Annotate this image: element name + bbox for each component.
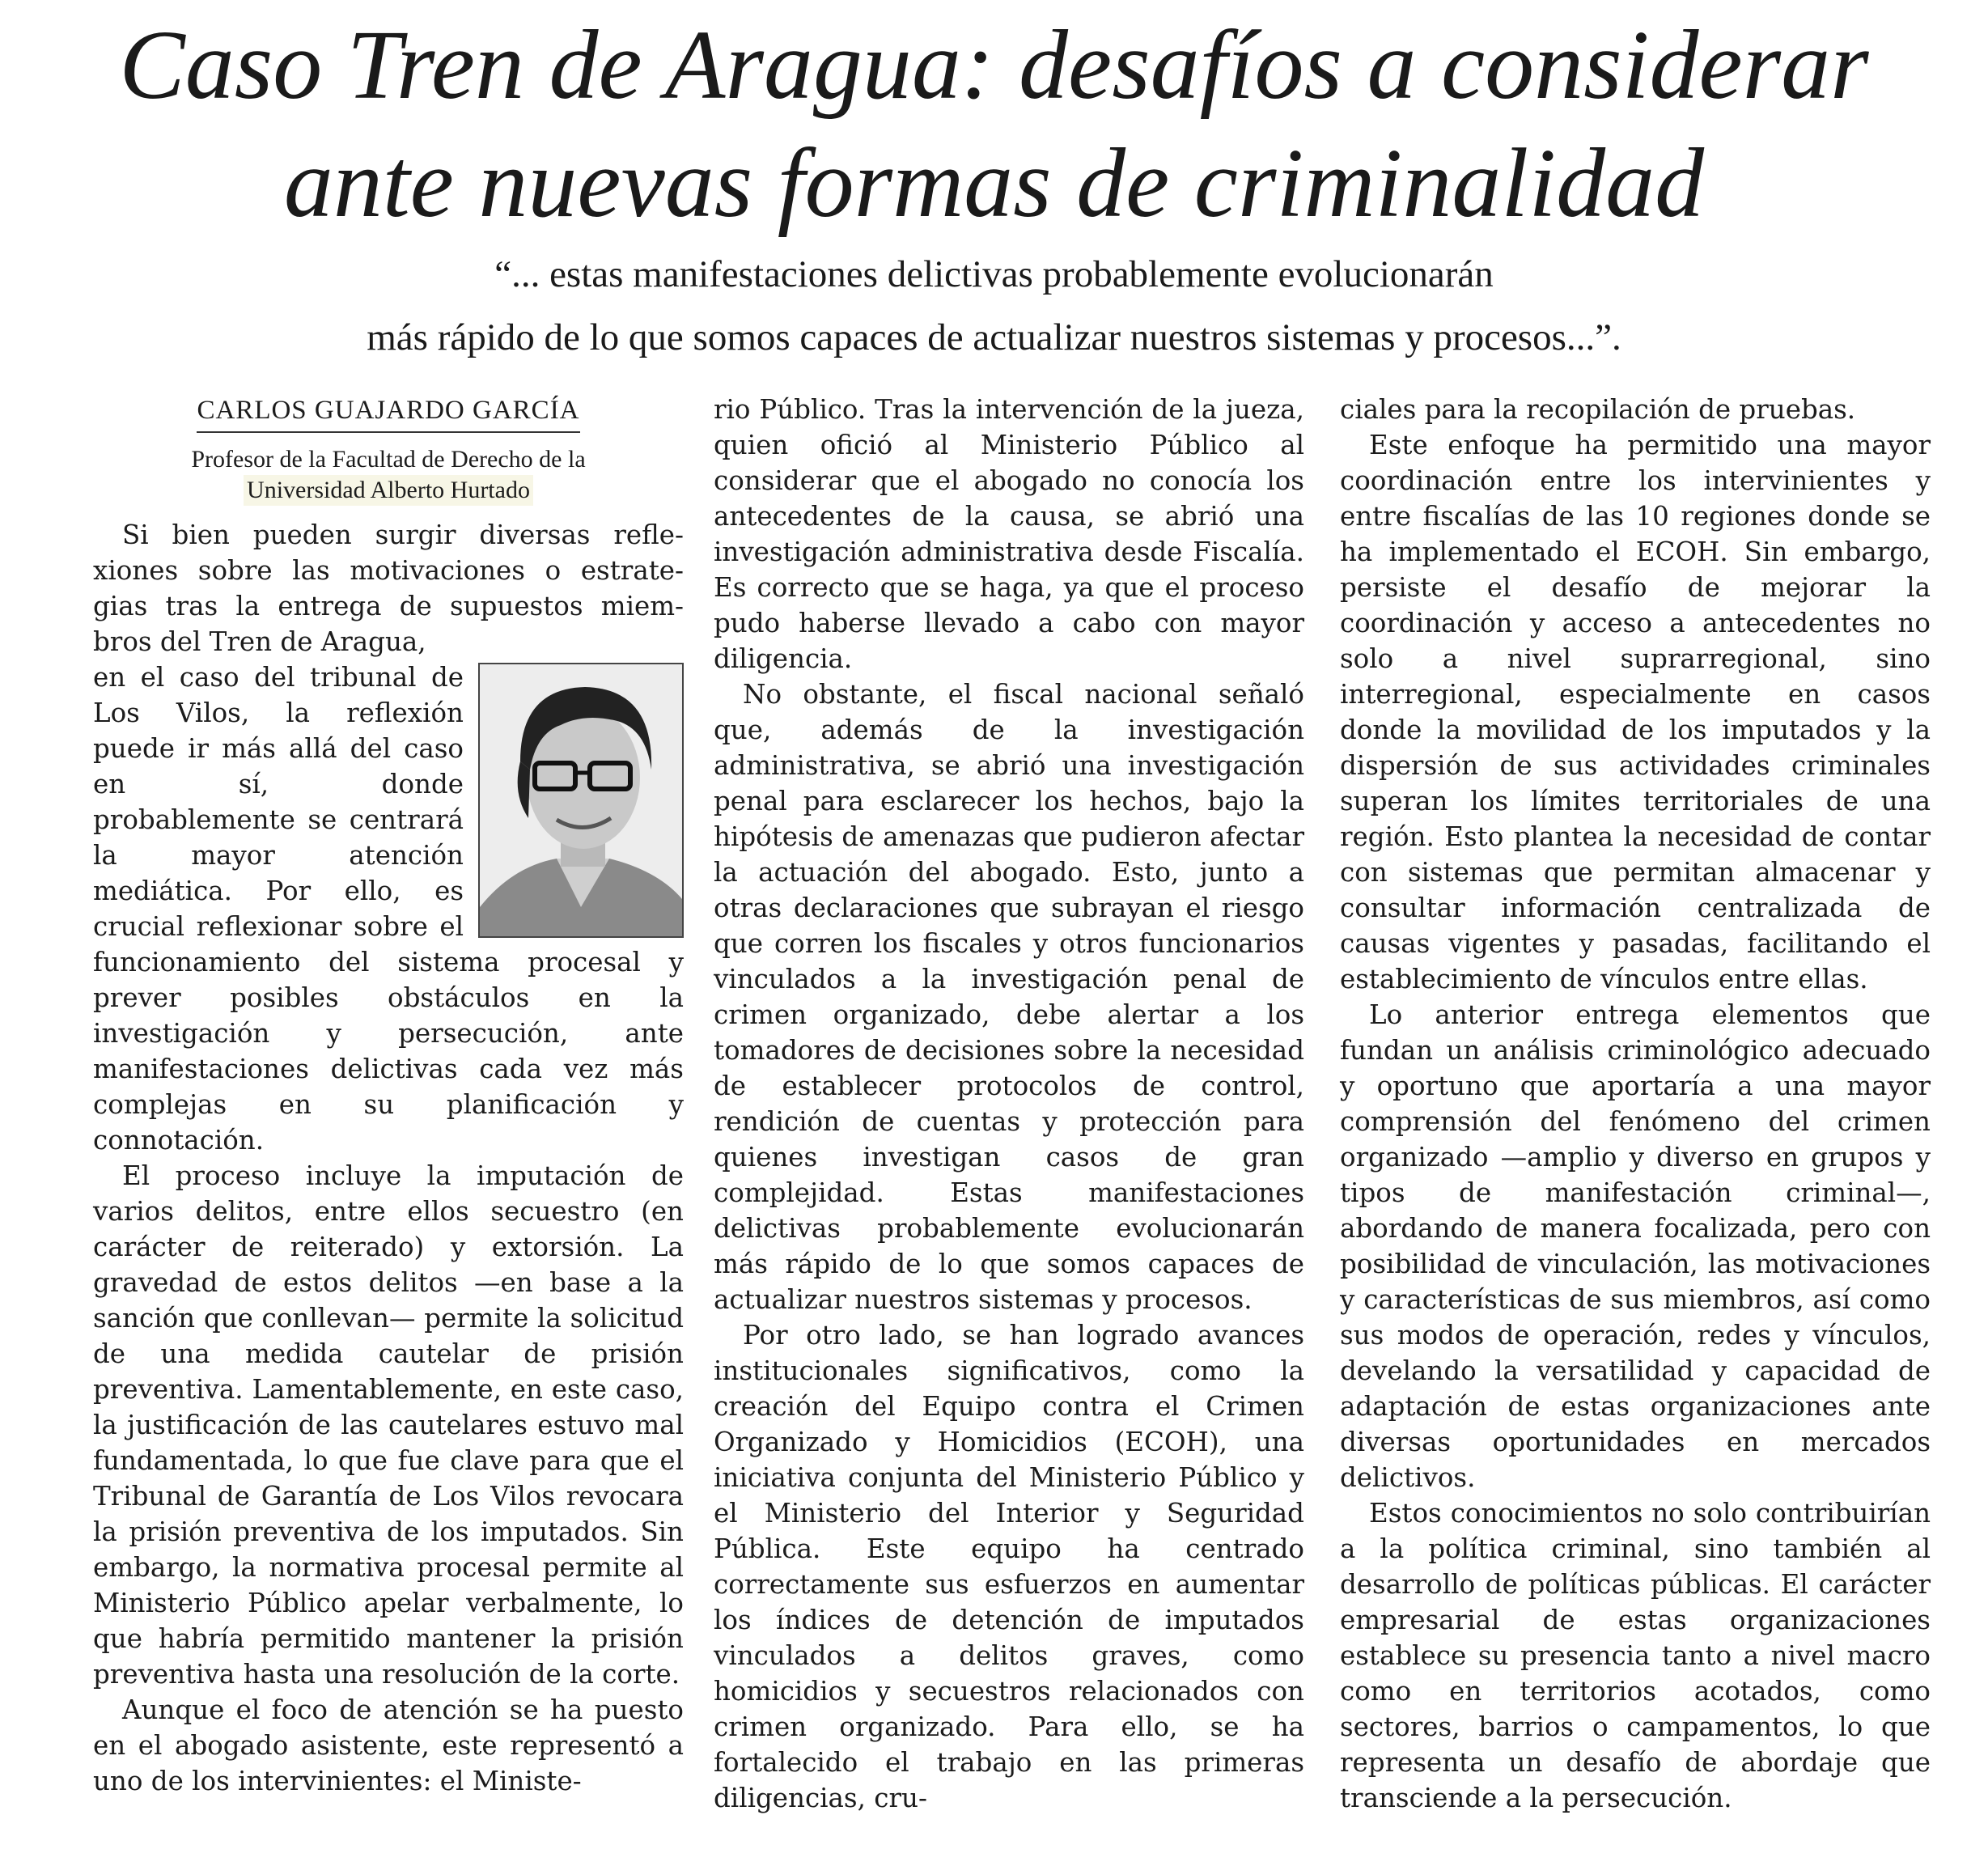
author-affiliation xyxy=(93,444,684,506)
author-portrait-image xyxy=(480,664,682,936)
affiliation-line-2: Universidad Alberto Hurtado xyxy=(244,475,533,506)
paragraph: en el caso del tribunal de Los Vilos, la reflexión puede ir más allá del caso en sí, donde probablemente se centrará la mayor atención mediática. Por ello, es crucial reflexionar sobre el funcionamiento del sistema procesal y prever posibles obstáculos en la investigación y persecución, ante manifestaciones delictivas cada vez más complejas en su planificación y connotación. xyxy=(93,662,684,1156)
paragraph: gias tras la entrega de supuestos miem- xyxy=(93,591,684,621)
author-photo xyxy=(478,663,684,938)
pull-quote-line-1: “... estas manifestaciones delictivas probablemente evolucionarán xyxy=(494,253,1494,295)
column-2 xyxy=(714,392,1304,1816)
paragraph: El proceso incluye la imputación de varios delitos, entre ellos secuestro (en carácter de reiterado) y extorsión. La gravedad de estos delitos —en base a la sanción que conllevan— permite la solicitud de una medida cautelar de prisión preventiva. Lamentablemente, en este caso, la justificación de las cautelares estuvo mal fundamentada, lo que fue clave para que el Tribunal de Garantía de Los Vilos revocara la prisión preventiva de los imputados. Sin embargo, la normativa procesal permite al Ministerio Público apelar verbalmente, lo que habría permitido mantener la prisión preventiva hasta una resolución de la corte. xyxy=(93,1160,684,1690)
paragraph: bros del Tren de Aragua, xyxy=(93,626,426,657)
headline xyxy=(49,6,1939,243)
paragraph: Por otro lado, se han logrado avances institucionales significativos, como la creación del Equipo contra el Crimen Organizado y Homicidios (ECOH), una iniciativa conjunta del Ministerio Público y el Ministerio del Interior y Seguridad Pública. Este equipo ha centrado correctamente sus esfuerzos en aumentar los índices de detención de imputados vinculados a delitos graves, como homicidios y secuestros relacionados con crimen organizado. Para ello, se ha fortalecido el trabajo en las primeras diligencias, cru- xyxy=(714,1320,1304,1813)
paragraph: ciales para la recopilación de pruebas. xyxy=(1340,394,1856,425)
paragraph: Estos conocimientos no solo contribuirían a la política criminal, sino también al desarrollo de políticas públicas. El carácter empresarial de estas organizaciones establece su presencia tanto a nivel macro como en territorios acotados, como sectores, barrios o campamentos, lo que representa un desafío de abordaje que transciende a la persecución. xyxy=(1340,1498,1931,1813)
paragraph: rio Público. Tras la intervención de la jueza, quien ofició al Ministerio Público al considerar que el abogado no conocía los antecedentes de la causa, se abrió una investigación administrativa desde Fiscalía. Es correcto que se haga, ya que el proceso pudo haberse llevado a cabo con mayor diligencia. xyxy=(714,394,1304,674)
column-1 xyxy=(93,392,684,1799)
byline xyxy=(93,392,684,506)
column-3 xyxy=(1340,392,1931,1816)
author-name: CARLOS GUAJARDO GARCÍA xyxy=(197,392,579,433)
paragraph: No obstante, el fiscal nacional señaló que, además de la investigación administrativa, se abrió una investigación penal para esclarecer los hechos, bajo la hipótesis de amenazas que pudieron afectar la actuación del abogado. Esto, junto a otras declaraciones que subrayan el riesgo que corren los fiscales y otros funcionarios vinculados a la investigación penal de crimen organizado, debe alertar a los tomadores de decisiones sobre la necesidad de establecer protocolos de control, rendición de cuentas y protección para quienes investigan casos de gran complejidad. Estas manifestaciones delictivas probablemente evolucionarán más rápido de lo que somos capaces de actualizar nuestros sistemas y procesos. xyxy=(714,679,1304,1315)
headline-line-1: Caso Tren de Aragua: desafíos a considerar xyxy=(119,11,1869,120)
paragraph: Lo anterior entrega elementos que fundan un análisis criminológico adecuado y oportuno que aportaría a una mayor comprensión del fenómeno del crimen organizado —amplio y diverso en grupos y tipos de manifestación criminal—, abordando de manera focalizada, pero con posibilidad de vinculación, las motivaciones y características de sus miembros, así como sus modos de operación, redes y vínculos, develando la versatilidad y capacidad de adaptación de estas organizaciones ante diversas oportunidades en mercados delictivos. xyxy=(1340,999,1931,1493)
pull-quote-line-2: más rápido de lo que somos capaces de actualizar nuestros sistemas y procesos...”. xyxy=(367,316,1621,358)
affiliation-line-1: Profesor de la Facultad de Derecho de la xyxy=(191,446,586,473)
paragraph: Este enfoque ha permitido una mayor coordinación entre los intervinientes y entre fiscalías de las 10 regiones donde se ha implementado el ECOH. Sin embargo, persiste el desafío de mejorar la coordinación y acceso a antecedentes no solo a nivel suprarregional, sino interregional, especialmente en casos donde la movilidad de los imputados y la dispersión de sus actividades criminales superan los límites territoriales de una región. Esto plantea la necesidad de contar con sistemas que permitan almacenar y consultar información centralizada de causas vigentes y pasadas, facilitando el establecimiento de vínculos entre ellas. xyxy=(1340,430,1931,994)
pull-quote xyxy=(162,243,1826,369)
headline-line-2: ante nuevas formas de criminalidad xyxy=(283,129,1705,238)
paragraph: Si bien pueden surgir diversas refle- xyxy=(122,520,684,550)
paragraph: Aunque el foco de atención se ha puesto en el abogado asistente, este representó a uno de los intervinientes: el Ministe- xyxy=(93,1694,684,1796)
paragraph: xiones sobre las motivaciones o estrate- xyxy=(93,555,684,586)
